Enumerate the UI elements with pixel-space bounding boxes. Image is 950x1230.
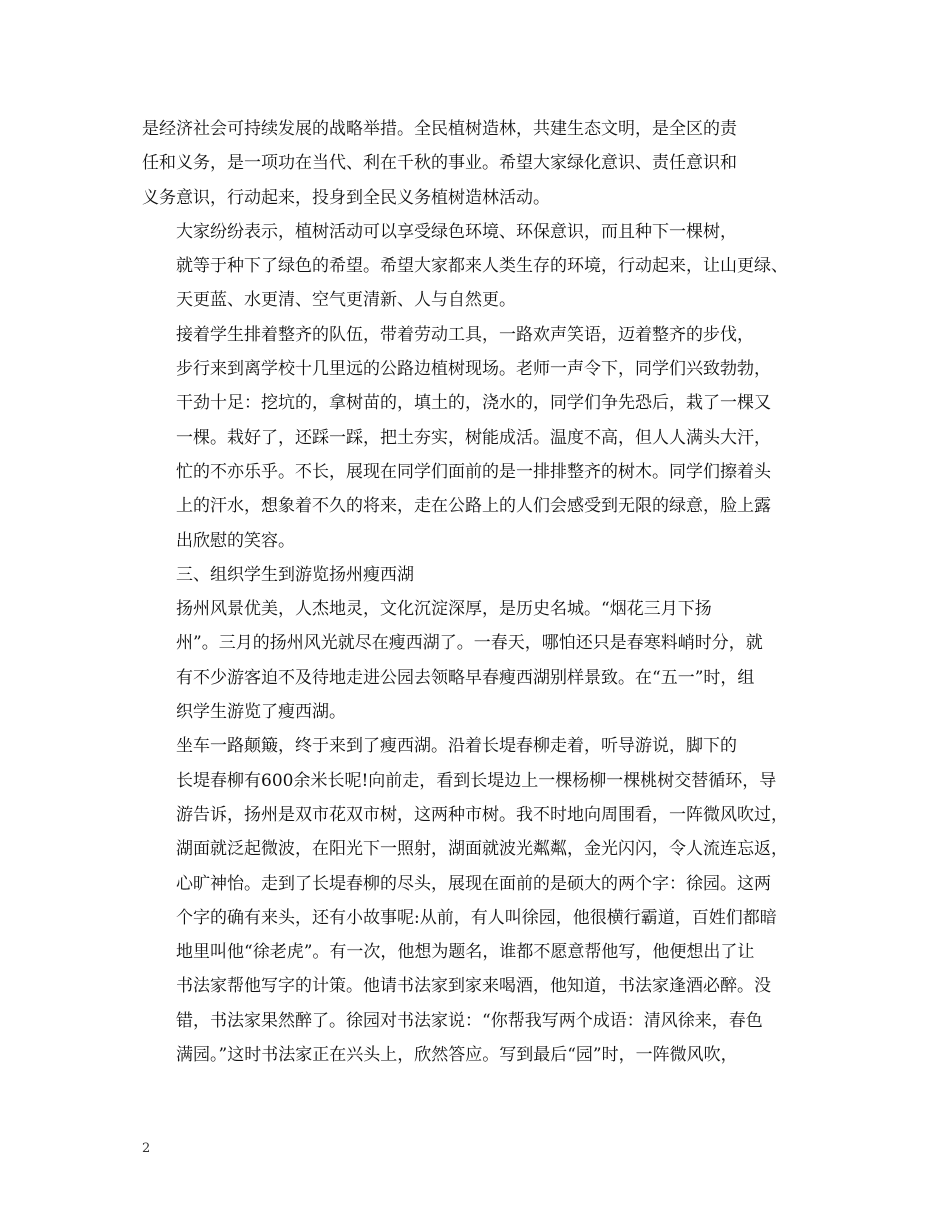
body-text <box>142 112 822 1072</box>
text-line: 满园。”这时书法家正在兴头上，欣然答应。写到最后“园”时，一阵微风吹， <box>176 1045 738 1066</box>
text-line: 上的汗水，想象着不久的将来，走在公路上的人们会感受到无限的绿意，脸上露 <box>176 496 771 517</box>
text-line: 游告诉，扬州是双市花双市树，这两种市树。我不时地向周围看，一阵微风吹过， <box>176 804 788 825</box>
text-line: 大家纷纷表示，植树活动可以享受绿色环境、环保意识，而且种下一棵树， <box>176 221 737 242</box>
text-line: 步行来到离学校十几里远的公路边植树现场。老师一声令下，同学们兴致勃勃， <box>176 359 771 380</box>
text-line: 一棵。栽好了，还踩一踩，把土夯实，树能成活。温度不高，但人人满头大汗， <box>176 427 771 448</box>
text-line: 出欣慰的笑容。 <box>176 530 295 551</box>
text-line: 个字的确有来头，还有小故事呢:从前，有人叫徐园，他很横行霸道，百姓们都暗 <box>176 907 777 928</box>
text-line: 地里叫他“徐老虎”。有一次，他想为题名，谁都不愿意帮他写，他便想出了让 <box>176 942 755 963</box>
text-line: 有不少游客迫不及待地走进公园去领略早春瘦西湖别样景致。在“五一”时，组 <box>176 667 755 688</box>
text-line: 扬州风景优美，人杰地灵，文化沉淀深厚，是历史名城。“烟花三月下扬 <box>176 599 712 620</box>
text-line: 三、组织学生到游览扬州瘦西湖 <box>176 564 414 585</box>
text-line: 湖面就泛起微波，在阳光下一照射，湖面就波光粼粼，金光闪闪，令人流连忘返， <box>176 839 788 860</box>
text-line: 是经济社会可持续发展的战略举措。全民植树造林，共建生态文明，是全区的责 <box>142 119 737 139</box>
text-line: 就等于种下了绿色的希望。希望大家都来人类生存的环境，行动起来，让山更绿、 <box>176 256 788 277</box>
paragraph <box>142 729 822 1072</box>
text-line: 坐车一路颠簸，终于来到了瘦西湖。沿着长堤春柳走着，听导游说，脚下的 <box>176 736 737 757</box>
paragraph <box>142 215 822 318</box>
text-line: 接着学生排着整齐的队伍，带着劳动工具，一路欢声笑语，迈着整齐的步伐， <box>176 324 754 345</box>
text-line: 错，书法家果然醉了。徐园对书法家说：“你帮我写两个成语：清风徐来，春色 <box>176 1010 763 1031</box>
text-line: 州”。三月的扬州风光就尽在瘦西湖了。一春天，哪怕还只是春寒料峭时分，就 <box>176 633 763 654</box>
text-line: 干劲十足：挖坑的，拿树苗的，填土的，浇水的，同学们争先恐后，栽了一棵又 <box>176 393 771 414</box>
paragraph <box>142 318 822 558</box>
text-line: 天更蓝、水更清、空气更清新、人与自然更。 <box>176 290 516 311</box>
text-line: 忙的不亦乐乎。不长，展现在同学们面前的是一排排整齐的树木。同学们擦着头 <box>176 461 771 482</box>
text-line: 义务意识，行动起来，投身到全民义务植树造林活动。 <box>142 187 550 208</box>
text-line: 书法家帮他写字的计策。他请书法家到家来喝酒，他知道，书法家逢酒必醉。没 <box>176 976 771 997</box>
paragraph <box>142 592 822 729</box>
text-line: 织学生游览了瘦西湖。 <box>176 702 346 723</box>
paragraph <box>142 112 822 215</box>
text-line: 心旷神怡。走到了长堤春柳的尽头，展现在面前的是硕大的两个字：徐园。这两 <box>176 873 771 894</box>
page-number: 2 <box>142 1141 151 1156</box>
paragraph <box>142 558 822 592</box>
text-line: 长堤春柳有600余米长呢!向前走，看到长堤边上一棵杨柳一棵桃树交替循环，导 <box>176 770 777 791</box>
text-line: 任和义务，是一项功在当代、利在千秋的事业。希望大家绿化意识、责任意识和 <box>142 153 737 174</box>
